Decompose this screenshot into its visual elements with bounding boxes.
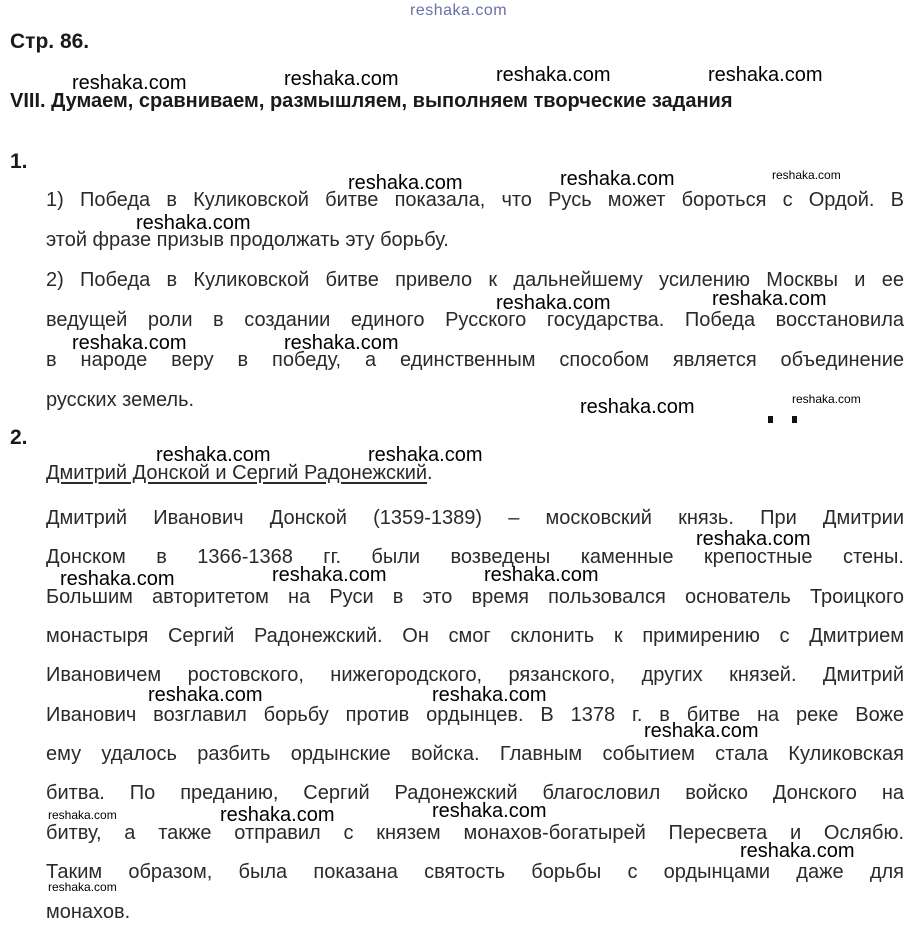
task-2-line: монахов. bbox=[46, 901, 131, 923]
task-2-line: Большим авторитетом на Руси в это время пользовался основатель Троицкого bbox=[46, 586, 904, 608]
watermark: reshaka.com bbox=[708, 64, 823, 86]
watermark: reshaka.com bbox=[496, 292, 611, 314]
task-1-line: этой фразе призыв продолжать эту борьбу. bbox=[46, 229, 449, 251]
subtitle-text: Дмитрий Донской и Сергий Радонежский bbox=[46, 462, 428, 484]
watermark: reshaka.com bbox=[48, 808, 117, 822]
watermark: reshaka.com bbox=[772, 168, 841, 182]
watermark: reshaka.com bbox=[148, 684, 263, 706]
watermark: reshaka.com bbox=[272, 564, 387, 586]
task-1-line: в народе веру в победу, а единственным способом является объединение bbox=[46, 349, 904, 371]
watermark: reshaka.com bbox=[712, 288, 827, 310]
watermark: reshaka.com bbox=[496, 64, 611, 86]
watermark: reshaka.com bbox=[644, 720, 759, 742]
task-1-line: русских земель. bbox=[46, 389, 195, 411]
task-2-line: ему удалось разбить ордынские войска. Главным событием стала Куликовская bbox=[46, 743, 904, 765]
watermark: reshaka.com bbox=[560, 168, 675, 190]
task-2-line: монастыря Сергий Радонежский. Он смог склонить к примирению с Дмитрием bbox=[46, 625, 904, 647]
watermark: reshaka.com bbox=[740, 840, 855, 862]
watermark: reshaka.com bbox=[580, 396, 695, 418]
task-2-line: Донском в 1366-1368 гг. были возведены каменные крепостные стены. bbox=[46, 546, 904, 568]
task-1-line: ведущей роли в создании единого Русского государства. Победа восстановила bbox=[46, 309, 904, 331]
task-1-number: 1. bbox=[10, 150, 28, 173]
task-1-line: 2) Победа в Куликовской битве привело к дальнейшему усилению Москвы и ее bbox=[46, 269, 904, 291]
task-2-line: Иванович возглавил борьбу против ордынцев. В 1378 г. в битве на реке Воже bbox=[46, 704, 904, 726]
watermark: reshaka.com bbox=[48, 880, 117, 894]
section-title: VIII. Думаем, сравниваем, размышляем, выполняем творческие задания bbox=[10, 90, 733, 112]
subtitle-period: . bbox=[427, 462, 433, 484]
task-2-line: Дмитрий Иванович Донской (1359-1389) – московский князь. При Дмитрии bbox=[46, 507, 904, 529]
watermark: reshaka.com bbox=[432, 800, 547, 822]
watermark: reshaka.com bbox=[432, 684, 547, 706]
watermark: reshaka.com bbox=[484, 564, 599, 586]
watermark: reshaka.com bbox=[410, 2, 508, 19]
task-2-line: Таким образом, была показана святость борьбы с ордынцами даже для bbox=[46, 861, 904, 883]
task-2-line: битва. По преданию, Сергий Радонежский благословил войско Донского на bbox=[46, 782, 904, 804]
task-2-number: 2. bbox=[10, 426, 28, 449]
watermark: reshaka.com bbox=[696, 528, 811, 550]
page-label: Стр. 86. bbox=[10, 30, 90, 53]
watermark: reshaka.com bbox=[60, 568, 175, 590]
speck bbox=[792, 416, 797, 423]
watermark: reshaka.com bbox=[72, 332, 187, 354]
watermark: reshaka.com bbox=[792, 392, 861, 406]
task-2-line: Ивановичем ростовского, нижегородского, рязанского, других князей. Дмитрий bbox=[46, 664, 904, 686]
watermark: reshaka.com bbox=[284, 332, 399, 354]
watermark: reshaka.com bbox=[72, 72, 187, 94]
watermark: reshaka.com bbox=[368, 444, 483, 466]
watermark: reshaka.com bbox=[156, 444, 271, 466]
watermark: reshaka.com bbox=[284, 68, 399, 90]
watermark: reshaka.com bbox=[220, 804, 335, 826]
watermark: reshaka.com bbox=[136, 212, 251, 234]
speck bbox=[768, 416, 773, 423]
task-1-line: 1) Победа в Куликовской битве показала, что Русь может бороться с Ордой. В bbox=[46, 189, 904, 211]
watermark: reshaka.com bbox=[348, 172, 463, 194]
task-2-line: битву, а также отправил с князем монахов-богатырей Пересвета и Ослябю. bbox=[46, 822, 904, 844]
